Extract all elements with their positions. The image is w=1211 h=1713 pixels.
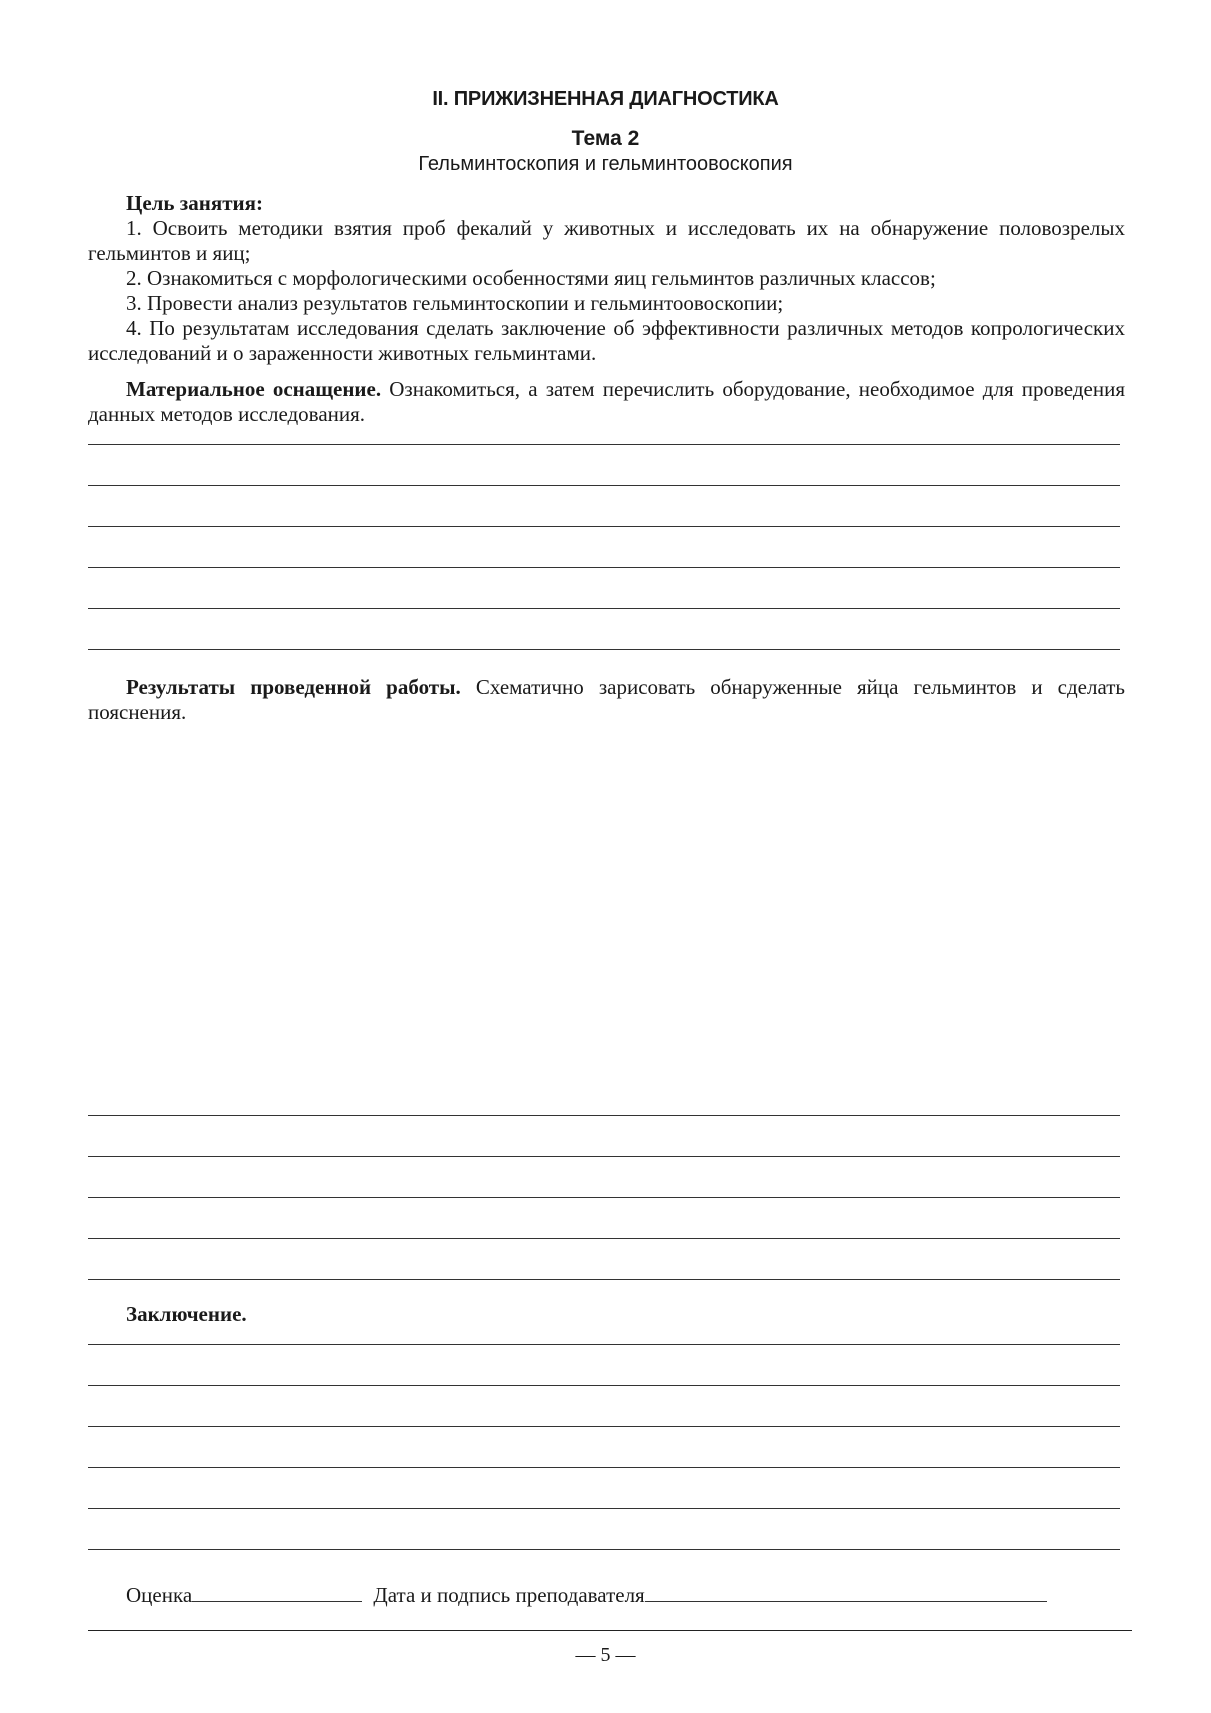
topic-subtitle: Гельминтоскопия и гельминтоовоскопия (418, 153, 793, 175)
conclusion-answer-line[interactable] (88, 1467, 1120, 1468)
conclusion-label: Заключение. (126, 1302, 247, 1326)
conclusion-answer-line[interactable] (88, 1426, 1120, 1427)
results-answer-line[interactable] (88, 1197, 1120, 1198)
page-number: — 5 — (575, 1644, 636, 1666)
section-title: II. ПРИЖИЗНЕННАЯ ДИАГНОСТИКА (432, 88, 779, 110)
signature-field[interactable] (645, 1583, 1047, 1602)
grade-label: Оценка (126, 1583, 193, 1607)
goal-heading: Цель занятия: (126, 191, 263, 215)
signature-label: Дата и подпись преподавателя (373, 1583, 645, 1607)
equipment-answer-line[interactable] (88, 567, 1120, 568)
results-answer-line[interactable] (88, 1279, 1120, 1280)
equipment-label: Материальное оснащение. (126, 377, 382, 401)
topic-title: Тема 2 (571, 127, 640, 150)
results-answer-line[interactable] (88, 1238, 1120, 1239)
equipment-answer-line[interactable] (88, 485, 1120, 486)
goal-item-3: 3. Провести анализ результатов гельминтоскопии и гельминтоовоскопии; (126, 291, 784, 315)
equipment-paragraph (88, 377, 1125, 427)
conclusion-answer-line[interactable] (88, 1508, 1120, 1509)
results-label: Результаты проведенной работы. (126, 675, 461, 699)
equipment-answer-line[interactable] (88, 444, 1120, 445)
grade-signature-row (126, 1583, 1047, 1608)
goal-item-2: 2. Ознакомиться с морфологическими особенностями яиц гельминтов различных классов; (126, 266, 936, 290)
equipment-answer-line[interactable] (88, 608, 1120, 609)
conclusion-answer-line[interactable] (88, 1385, 1120, 1386)
equipment-answer-line[interactable] (88, 526, 1120, 527)
results-answer-line[interactable] (88, 1115, 1120, 1116)
grade-field[interactable] (192, 1583, 362, 1602)
goal-item-4: 4. По результатам исследования сделать заключение об эффективности различных методов копрологических исследований и о зараженности животных гельминтами. (88, 316, 1125, 365)
drawing-area[interactable] (88, 735, 1120, 1105)
results-paragraph (88, 675, 1125, 725)
conclusion-answer-line[interactable] (88, 1344, 1120, 1345)
conclusion-answer-line[interactable] (88, 1549, 1120, 1550)
results-text: Схематично зарисовать обнаруженные яйца гельминтов и сделать пояснения. (88, 675, 1125, 724)
footer-divider (88, 1630, 1132, 1631)
goal-item-1: 1. Освоить методики взятия проб фекалий у животных и исследовать их на обнаружение половозрелых гельминтов и яиц; (88, 216, 1125, 265)
equipment-answer-line[interactable] (88, 649, 1120, 650)
equipment-text: Ознакомиться, а затем перечислить оборудование, необходимое для проведения данных методов исследования. (88, 377, 1125, 426)
goal-block (88, 191, 1125, 366)
results-answer-line[interactable] (88, 1156, 1120, 1157)
